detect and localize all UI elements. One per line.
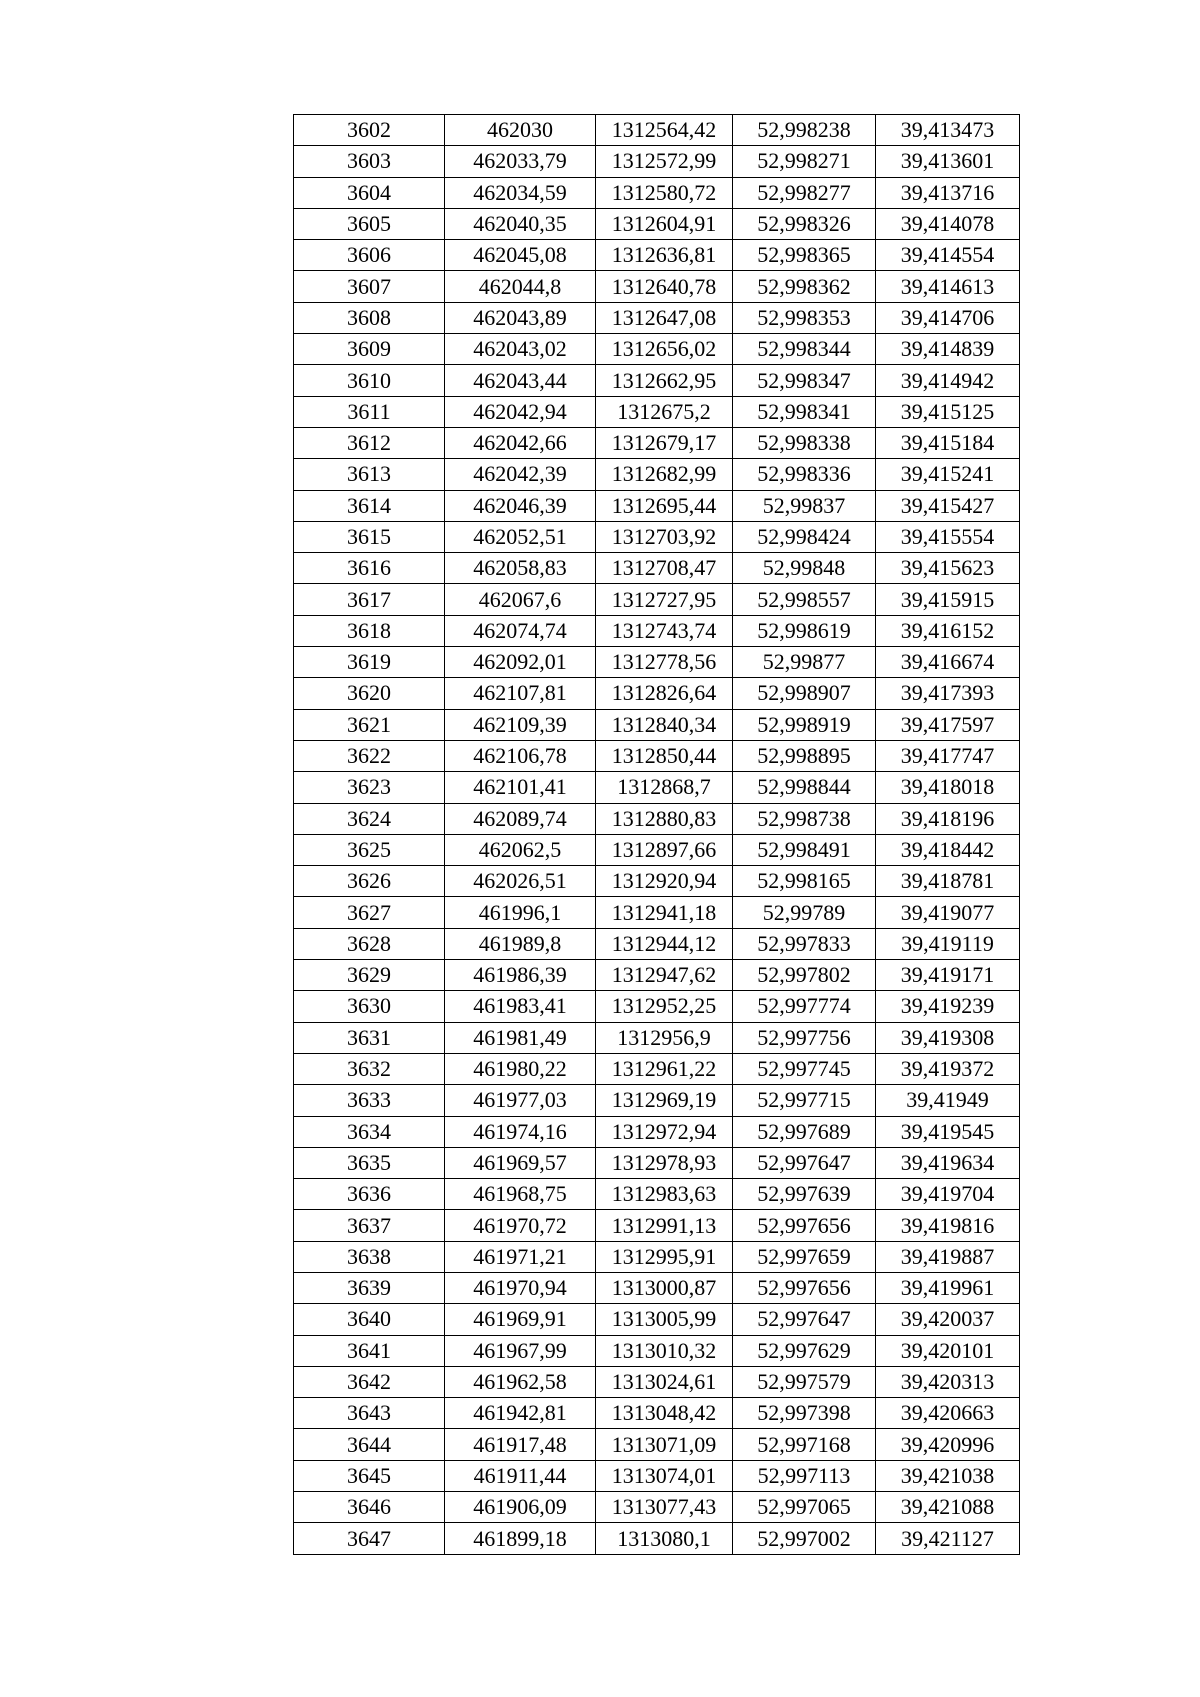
x-coordinate-cell: 462030 [445, 115, 596, 146]
x-coordinate-cell: 461969,91 [445, 1304, 596, 1335]
latitude-cell: 52,997745 [733, 1053, 876, 1084]
y-coordinate-cell: 1312679,17 [596, 427, 733, 458]
latitude-cell: 52,997579 [733, 1366, 876, 1397]
latitude-cell: 52,998347 [733, 365, 876, 396]
y-coordinate-cell: 1312991,13 [596, 1210, 733, 1241]
latitude-cell: 52,997647 [733, 1147, 876, 1178]
longitude-cell: 39,419239 [876, 991, 1020, 1022]
latitude-cell: 52,998271 [733, 146, 876, 177]
y-coordinate-cell: 1313048,42 [596, 1398, 733, 1429]
point-number-cell: 3611 [294, 396, 445, 427]
point-number-cell: 3644 [294, 1429, 445, 1460]
y-coordinate-cell: 1313024,61 [596, 1366, 733, 1397]
point-number-cell: 3606 [294, 240, 445, 271]
table-row [294, 1429, 1020, 1460]
point-number-cell: 3647 [294, 1523, 445, 1554]
latitude-cell: 52,997659 [733, 1241, 876, 1272]
longitude-cell: 39,419545 [876, 1116, 1020, 1147]
y-coordinate-cell: 1313000,87 [596, 1272, 733, 1303]
y-coordinate-cell: 1312941,18 [596, 897, 733, 928]
longitude-cell: 39,419704 [876, 1179, 1020, 1210]
latitude-cell: 52,997629 [733, 1335, 876, 1366]
longitude-cell: 39,414706 [876, 302, 1020, 333]
latitude-cell: 52,99789 [733, 897, 876, 928]
longitude-cell: 39,419634 [876, 1147, 1020, 1178]
point-number-cell: 3605 [294, 208, 445, 239]
point-number-cell: 3639 [294, 1272, 445, 1303]
coordinates-table-body [294, 115, 1020, 1555]
latitude-cell: 52,997398 [733, 1398, 876, 1429]
table-row [294, 1460, 1020, 1491]
y-coordinate-cell: 1313074,01 [596, 1460, 733, 1491]
point-number-cell: 3628 [294, 928, 445, 959]
point-number-cell: 3616 [294, 553, 445, 584]
latitude-cell: 52,998895 [733, 740, 876, 771]
x-coordinate-cell: 462109,39 [445, 709, 596, 740]
x-coordinate-cell: 461977,03 [445, 1085, 596, 1116]
point-number-cell: 3626 [294, 866, 445, 897]
point-number-cell: 3627 [294, 897, 445, 928]
y-coordinate-cell: 1312743,74 [596, 615, 733, 646]
longitude-cell: 39,417747 [876, 740, 1020, 771]
x-coordinate-cell: 461899,18 [445, 1523, 596, 1554]
y-coordinate-cell: 1312952,25 [596, 991, 733, 1022]
point-number-cell: 3633 [294, 1085, 445, 1116]
point-number-cell: 3640 [294, 1304, 445, 1335]
x-coordinate-cell: 461986,39 [445, 960, 596, 991]
latitude-cell: 52,997756 [733, 1022, 876, 1053]
latitude-cell: 52,998277 [733, 177, 876, 208]
y-coordinate-cell: 1312675,2 [596, 396, 733, 427]
y-coordinate-cell: 1312897,66 [596, 834, 733, 865]
point-number-cell: 3636 [294, 1179, 445, 1210]
table-row [294, 1179, 1020, 1210]
longitude-cell: 39,419887 [876, 1241, 1020, 1272]
y-coordinate-cell: 1312920,94 [596, 866, 733, 897]
longitude-cell: 39,416674 [876, 647, 1020, 678]
table-row [294, 1523, 1020, 1554]
latitude-cell: 52,998619 [733, 615, 876, 646]
latitude-cell: 52,99837 [733, 490, 876, 521]
x-coordinate-cell: 462074,74 [445, 615, 596, 646]
table-row [294, 1210, 1020, 1241]
y-coordinate-cell: 1312880,83 [596, 803, 733, 834]
y-coordinate-cell: 1312640,78 [596, 271, 733, 302]
point-number-cell: 3629 [294, 960, 445, 991]
y-coordinate-cell: 1312983,63 [596, 1179, 733, 1210]
table-row [294, 1053, 1020, 1084]
y-coordinate-cell: 1312604,91 [596, 208, 733, 239]
x-coordinate-cell: 461962,58 [445, 1366, 596, 1397]
latitude-cell: 52,99848 [733, 553, 876, 584]
longitude-cell: 39,417597 [876, 709, 1020, 740]
x-coordinate-cell: 462026,51 [445, 866, 596, 897]
longitude-cell: 39,418781 [876, 866, 1020, 897]
latitude-cell: 52,997774 [733, 991, 876, 1022]
point-number-cell: 3625 [294, 834, 445, 865]
longitude-cell: 39,415623 [876, 553, 1020, 584]
longitude-cell: 39,419119 [876, 928, 1020, 959]
table-row [294, 866, 1020, 897]
y-coordinate-cell: 1312850,44 [596, 740, 733, 771]
point-number-cell: 3610 [294, 365, 445, 396]
longitude-cell: 39,418196 [876, 803, 1020, 834]
x-coordinate-cell: 462101,41 [445, 772, 596, 803]
table-row [294, 1335, 1020, 1366]
coordinates-table [293, 114, 1020, 1555]
point-number-cell: 3621 [294, 709, 445, 740]
latitude-cell: 52,997113 [733, 1460, 876, 1491]
point-number-cell: 3612 [294, 427, 445, 458]
x-coordinate-cell: 462092,01 [445, 647, 596, 678]
y-coordinate-cell: 1312656,02 [596, 334, 733, 365]
table-row [294, 1492, 1020, 1523]
table-row [294, 740, 1020, 771]
table-row [294, 146, 1020, 177]
point-number-cell: 3615 [294, 521, 445, 552]
y-coordinate-cell: 1312972,94 [596, 1116, 733, 1147]
latitude-cell: 52,998919 [733, 709, 876, 740]
latitude-cell: 52,998338 [733, 427, 876, 458]
x-coordinate-cell: 462043,02 [445, 334, 596, 365]
table-row [294, 115, 1020, 146]
longitude-cell: 39,420313 [876, 1366, 1020, 1397]
x-coordinate-cell: 462062,5 [445, 834, 596, 865]
x-coordinate-cell: 462107,81 [445, 678, 596, 709]
latitude-cell: 52,997647 [733, 1304, 876, 1335]
point-number-cell: 3622 [294, 740, 445, 771]
longitude-cell: 39,413601 [876, 146, 1020, 177]
x-coordinate-cell: 461969,57 [445, 1147, 596, 1178]
longitude-cell: 39,421038 [876, 1460, 1020, 1491]
point-number-cell: 3608 [294, 302, 445, 333]
y-coordinate-cell: 1312695,44 [596, 490, 733, 521]
point-number-cell: 3641 [294, 1335, 445, 1366]
x-coordinate-cell: 461983,41 [445, 991, 596, 1022]
point-number-cell: 3602 [294, 115, 445, 146]
point-number-cell: 3604 [294, 177, 445, 208]
table-row [294, 271, 1020, 302]
x-coordinate-cell: 461971,21 [445, 1241, 596, 1272]
latitude-cell: 52,998344 [733, 334, 876, 365]
point-number-cell: 3637 [294, 1210, 445, 1241]
y-coordinate-cell: 1312956,9 [596, 1022, 733, 1053]
latitude-cell: 52,99877 [733, 647, 876, 678]
longitude-cell: 39,415554 [876, 521, 1020, 552]
x-coordinate-cell: 461906,09 [445, 1492, 596, 1523]
y-coordinate-cell: 1312778,56 [596, 647, 733, 678]
longitude-cell: 39,420663 [876, 1398, 1020, 1429]
longitude-cell: 39,419171 [876, 960, 1020, 991]
x-coordinate-cell: 461917,48 [445, 1429, 596, 1460]
x-coordinate-cell: 461989,8 [445, 928, 596, 959]
point-number-cell: 3613 [294, 459, 445, 490]
point-number-cell: 3624 [294, 803, 445, 834]
y-coordinate-cell: 1312868,7 [596, 772, 733, 803]
table-row [294, 1398, 1020, 1429]
latitude-cell: 52,998362 [733, 271, 876, 302]
y-coordinate-cell: 1312647,08 [596, 302, 733, 333]
x-coordinate-cell: 461968,75 [445, 1179, 596, 1210]
longitude-cell: 39,414942 [876, 365, 1020, 396]
latitude-cell: 52,997833 [733, 928, 876, 959]
table-row [294, 584, 1020, 615]
table-row [294, 177, 1020, 208]
x-coordinate-cell: 462042,66 [445, 427, 596, 458]
y-coordinate-cell: 1312662,95 [596, 365, 733, 396]
table-row [294, 427, 1020, 458]
table-row [294, 1304, 1020, 1335]
x-coordinate-cell: 462042,39 [445, 459, 596, 490]
point-number-cell: 3620 [294, 678, 445, 709]
latitude-cell: 52,997715 [733, 1085, 876, 1116]
x-coordinate-cell: 462043,44 [445, 365, 596, 396]
x-coordinate-cell: 462067,6 [445, 584, 596, 615]
x-coordinate-cell: 462089,74 [445, 803, 596, 834]
table-row [294, 647, 1020, 678]
longitude-cell: 39,414554 [876, 240, 1020, 271]
latitude-cell: 52,998165 [733, 866, 876, 897]
latitude-cell: 52,998353 [733, 302, 876, 333]
table-row [294, 897, 1020, 928]
y-coordinate-cell: 1312703,92 [596, 521, 733, 552]
y-coordinate-cell: 1312708,47 [596, 553, 733, 584]
x-coordinate-cell: 461974,16 [445, 1116, 596, 1147]
latitude-cell: 52,998424 [733, 521, 876, 552]
point-number-cell: 3642 [294, 1366, 445, 1397]
latitude-cell: 52,997639 [733, 1179, 876, 1210]
y-coordinate-cell: 1312682,99 [596, 459, 733, 490]
longitude-cell: 39,413473 [876, 115, 1020, 146]
longitude-cell: 39,416152 [876, 615, 1020, 646]
table-row [294, 1085, 1020, 1116]
x-coordinate-cell: 461970,72 [445, 1210, 596, 1241]
y-coordinate-cell: 1312564,42 [596, 115, 733, 146]
longitude-cell: 39,415241 [876, 459, 1020, 490]
table-row [294, 334, 1020, 365]
longitude-cell: 39,415125 [876, 396, 1020, 427]
y-coordinate-cell: 1312978,93 [596, 1147, 733, 1178]
latitude-cell: 52,998491 [733, 834, 876, 865]
longitude-cell: 39,414613 [876, 271, 1020, 302]
table-row [294, 459, 1020, 490]
latitude-cell: 52,997065 [733, 1492, 876, 1523]
table-row [294, 208, 1020, 239]
point-number-cell: 3623 [294, 772, 445, 803]
y-coordinate-cell: 1312572,99 [596, 146, 733, 177]
y-coordinate-cell: 1312969,19 [596, 1085, 733, 1116]
table-row [294, 928, 1020, 959]
x-coordinate-cell: 462106,78 [445, 740, 596, 771]
table-row [294, 521, 1020, 552]
point-number-cell: 3614 [294, 490, 445, 521]
y-coordinate-cell: 1312947,62 [596, 960, 733, 991]
y-coordinate-cell: 1312961,22 [596, 1053, 733, 1084]
y-coordinate-cell: 1312826,64 [596, 678, 733, 709]
longitude-cell: 39,414839 [876, 334, 1020, 365]
x-coordinate-cell: 462033,79 [445, 146, 596, 177]
point-number-cell: 3603 [294, 146, 445, 177]
table-row [294, 1147, 1020, 1178]
x-coordinate-cell: 462052,51 [445, 521, 596, 552]
table-row [294, 960, 1020, 991]
point-number-cell: 3631 [294, 1022, 445, 1053]
table-row [294, 1241, 1020, 1272]
table-row [294, 803, 1020, 834]
longitude-cell: 39,41949 [876, 1085, 1020, 1116]
latitude-cell: 52,997168 [733, 1429, 876, 1460]
longitude-cell: 39,421088 [876, 1492, 1020, 1523]
longitude-cell: 39,419308 [876, 1022, 1020, 1053]
x-coordinate-cell: 462044,8 [445, 271, 596, 302]
longitude-cell: 39,417393 [876, 678, 1020, 709]
table-row [294, 678, 1020, 709]
longitude-cell: 39,420037 [876, 1304, 1020, 1335]
x-coordinate-cell: 462046,39 [445, 490, 596, 521]
latitude-cell: 52,998365 [733, 240, 876, 271]
latitude-cell: 52,998326 [733, 208, 876, 239]
table-row [294, 553, 1020, 584]
longitude-cell: 39,415427 [876, 490, 1020, 521]
point-number-cell: 3619 [294, 647, 445, 678]
x-coordinate-cell: 462034,59 [445, 177, 596, 208]
table-row [294, 240, 1020, 271]
longitude-cell: 39,420101 [876, 1335, 1020, 1366]
latitude-cell: 52,997656 [733, 1210, 876, 1241]
y-coordinate-cell: 1313080,1 [596, 1523, 733, 1554]
latitude-cell: 52,998238 [733, 115, 876, 146]
table-row [294, 772, 1020, 803]
longitude-cell: 39,418442 [876, 834, 1020, 865]
point-number-cell: 3609 [294, 334, 445, 365]
x-coordinate-cell: 462058,83 [445, 553, 596, 584]
y-coordinate-cell: 1313071,09 [596, 1429, 733, 1460]
y-coordinate-cell: 1313005,99 [596, 1304, 733, 1335]
longitude-cell: 39,419961 [876, 1272, 1020, 1303]
x-coordinate-cell: 461970,94 [445, 1272, 596, 1303]
table-row [294, 302, 1020, 333]
point-number-cell: 3607 [294, 271, 445, 302]
latitude-cell: 52,997689 [733, 1116, 876, 1147]
point-number-cell: 3634 [294, 1116, 445, 1147]
x-coordinate-cell: 461942,81 [445, 1398, 596, 1429]
longitude-cell: 39,415915 [876, 584, 1020, 615]
longitude-cell: 39,419077 [876, 897, 1020, 928]
y-coordinate-cell: 1312995,91 [596, 1241, 733, 1272]
longitude-cell: 39,414078 [876, 208, 1020, 239]
table-row [294, 615, 1020, 646]
latitude-cell: 52,997656 [733, 1272, 876, 1303]
y-coordinate-cell: 1313010,32 [596, 1335, 733, 1366]
latitude-cell: 52,997002 [733, 1523, 876, 1554]
longitude-cell: 39,413716 [876, 177, 1020, 208]
x-coordinate-cell: 462045,08 [445, 240, 596, 271]
table-row [294, 1116, 1020, 1147]
table-row [294, 1022, 1020, 1053]
point-number-cell: 3638 [294, 1241, 445, 1272]
latitude-cell: 52,998907 [733, 678, 876, 709]
latitude-cell: 52,998341 [733, 396, 876, 427]
point-number-cell: 3630 [294, 991, 445, 1022]
table-row [294, 991, 1020, 1022]
y-coordinate-cell: 1312840,34 [596, 709, 733, 740]
y-coordinate-cell: 1312944,12 [596, 928, 733, 959]
longitude-cell: 39,419816 [876, 1210, 1020, 1241]
x-coordinate-cell: 461980,22 [445, 1053, 596, 1084]
table-row [294, 396, 1020, 427]
point-number-cell: 3645 [294, 1460, 445, 1491]
table-row [294, 1272, 1020, 1303]
longitude-cell: 39,415184 [876, 427, 1020, 458]
x-coordinate-cell: 462040,35 [445, 208, 596, 239]
x-coordinate-cell: 461911,44 [445, 1460, 596, 1491]
x-coordinate-cell: 461981,49 [445, 1022, 596, 1053]
x-coordinate-cell: 461967,99 [445, 1335, 596, 1366]
longitude-cell: 39,421127 [876, 1523, 1020, 1554]
table-row [294, 709, 1020, 740]
table-row [294, 834, 1020, 865]
table-row [294, 1366, 1020, 1397]
latitude-cell: 52,998557 [733, 584, 876, 615]
point-number-cell: 3632 [294, 1053, 445, 1084]
y-coordinate-cell: 1313077,43 [596, 1492, 733, 1523]
latitude-cell: 52,997802 [733, 960, 876, 991]
table-row [294, 490, 1020, 521]
latitude-cell: 52,998336 [733, 459, 876, 490]
longitude-cell: 39,420996 [876, 1429, 1020, 1460]
y-coordinate-cell: 1312580,72 [596, 177, 733, 208]
point-number-cell: 3643 [294, 1398, 445, 1429]
table-row [294, 365, 1020, 396]
y-coordinate-cell: 1312636,81 [596, 240, 733, 271]
point-number-cell: 3646 [294, 1492, 445, 1523]
x-coordinate-cell: 462042,94 [445, 396, 596, 427]
x-coordinate-cell: 461996,1 [445, 897, 596, 928]
longitude-cell: 39,418018 [876, 772, 1020, 803]
point-number-cell: 3618 [294, 615, 445, 646]
point-number-cell: 3617 [294, 584, 445, 615]
longitude-cell: 39,419372 [876, 1053, 1020, 1084]
latitude-cell: 52,998844 [733, 772, 876, 803]
y-coordinate-cell: 1312727,95 [596, 584, 733, 615]
latitude-cell: 52,998738 [733, 803, 876, 834]
point-number-cell: 3635 [294, 1147, 445, 1178]
x-coordinate-cell: 462043,89 [445, 302, 596, 333]
